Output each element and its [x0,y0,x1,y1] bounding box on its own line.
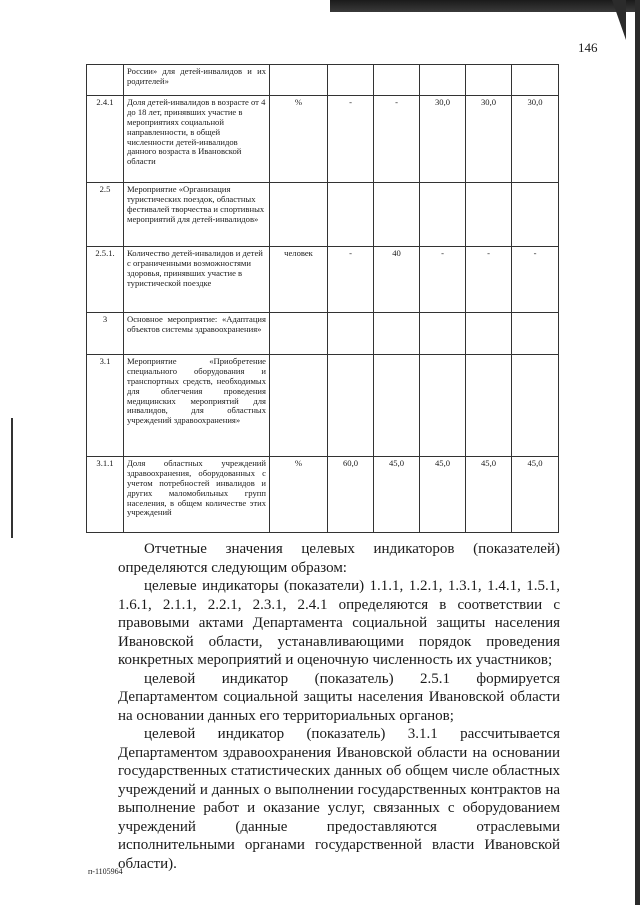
unit-cell [270,65,328,96]
indicator-name: Мероприятие «Приобретение специального оборудования и транспортных средств, необходимых для облегчения проведения медицинских мероприятий для инвалидов, для областных учреждений здравоохранения» [124,355,270,457]
indicator-name: Доля детей-инвалидов в возрасте от 4 до 18 лет, принявших участие в мероприятиях социальной направленности, в общей численности детей-инвалидов данного возраста в Ивановской области [124,96,270,183]
value-cell [512,313,559,355]
row-number: 2.4.1 [87,96,124,183]
value-cell [328,183,374,247]
value-cell: - [328,247,374,313]
table-row [87,247,559,313]
value-cell: 30,0 [466,96,512,183]
row-number [87,65,124,96]
value-cell: - [328,96,374,183]
value-cell [420,313,466,355]
value-cell: 45,0 [512,457,559,533]
indicator-name: России» для детей-инвалидов и их родителей» [124,65,270,96]
value-cell: 30,0 [420,96,466,183]
value-cell [420,65,466,96]
value-cell [374,65,420,96]
indicators-table [86,64,559,533]
value-cell [466,313,512,355]
row-number: 3 [87,313,124,355]
scan-edge-top [330,0,640,12]
row-number: 2.5.1. [87,247,124,313]
body-text [118,540,560,873]
unit-cell [270,183,328,247]
table-row [87,183,559,247]
value-cell: 45,0 [374,457,420,533]
value-cell [328,65,374,96]
value-cell [328,313,374,355]
table-row [87,457,559,533]
value-cell [420,183,466,247]
value-cell [374,355,420,457]
table-row [87,65,559,96]
value-cell [328,355,374,457]
paragraph: целевой индикатор (показатель) 2.5.1 формируется Департаментом социальной защиты населения Ивановской области на основании данных его территориальных органов; [118,670,560,724]
value-cell: 30,0 [512,96,559,183]
value-cell [374,183,420,247]
value-cell [374,313,420,355]
scan-corner [612,0,626,40]
value-cell: - [374,96,420,183]
indicator-name: Доля областных учреждений здравоохранения, оборудованных с учетом потребностей инвалидов и других маломобильных групп населения, в общем количестве этих учреждений [124,457,270,533]
unit-cell: % [270,96,328,183]
paragraph: целевой индикатор (показатель) 3.1.1 рассчитывается Департаментом здравоохранения Ивановской области на основании государственных статистических данных об общем числе областных учреждений и данных о выполнении государственных контрактов на выполнение работ и оказание услуг, связанных с оборудованием учреждений (данные предоставляются отраслевыми исполнительными органами государственной власти Ивановской области). [118,726,560,872]
value-cell: 60,0 [328,457,374,533]
row-number: 3.1 [87,355,124,457]
scan-margin-mark [11,418,13,538]
indicator-name: Количество детей-инвалидов и детей с ограниченными возможностями здоровья, принявших участие в туристической поездке [124,247,270,313]
value-cell [466,65,512,96]
row-number: 2.5 [87,183,124,247]
unit-cell: % [270,457,328,533]
value-cell [420,355,466,457]
unit-cell [270,355,328,457]
unit-cell [270,313,328,355]
row-number: 3.1.1 [87,457,124,533]
table-row [87,96,559,183]
paragraph: целевые индикаторы (показатели) 1.1.1, 1.2.1, 1.3.1, 1.4.1, 1.5.1, 1.6.1, 2.1.1, 2.2.1, 2.3.1, 2.4.1 определяются в соответствии с правовыми актами Департамента социальной защиты населения Ивановской области, устанавливающими порядок проведения конкретных мероприятий и оценочную численность их участников; [118,578,560,668]
page-number: 146 [578,40,598,55]
paragraph-intro: Отчетные значения целевых индикаторов (показателей) определяются следующим образом: [118,541,560,576]
value-cell: - [420,247,466,313]
value-cell [512,65,559,96]
unit-cell: человек [270,247,328,313]
indicator-name: Основное мероприятие: «Адаптация объектов системы здравоохранения» [124,313,270,355]
table-row [87,355,559,457]
document-code: п-1105964 [88,867,123,876]
value-cell: 45,0 [420,457,466,533]
indicator-name: Мероприятие «Организация туристических поездок, областных фестивалей творчества и спортивных мероприятий для детей-инвалидов» [124,183,270,247]
table-row [87,313,559,355]
value-cell: 40 [374,247,420,313]
value-cell: 45,0 [466,457,512,533]
value-cell [512,183,559,247]
scan-edge-right [635,0,640,905]
value-cell: - [512,247,559,313]
value-cell: - [466,247,512,313]
value-cell [512,355,559,457]
value-cell [466,355,512,457]
value-cell [466,183,512,247]
